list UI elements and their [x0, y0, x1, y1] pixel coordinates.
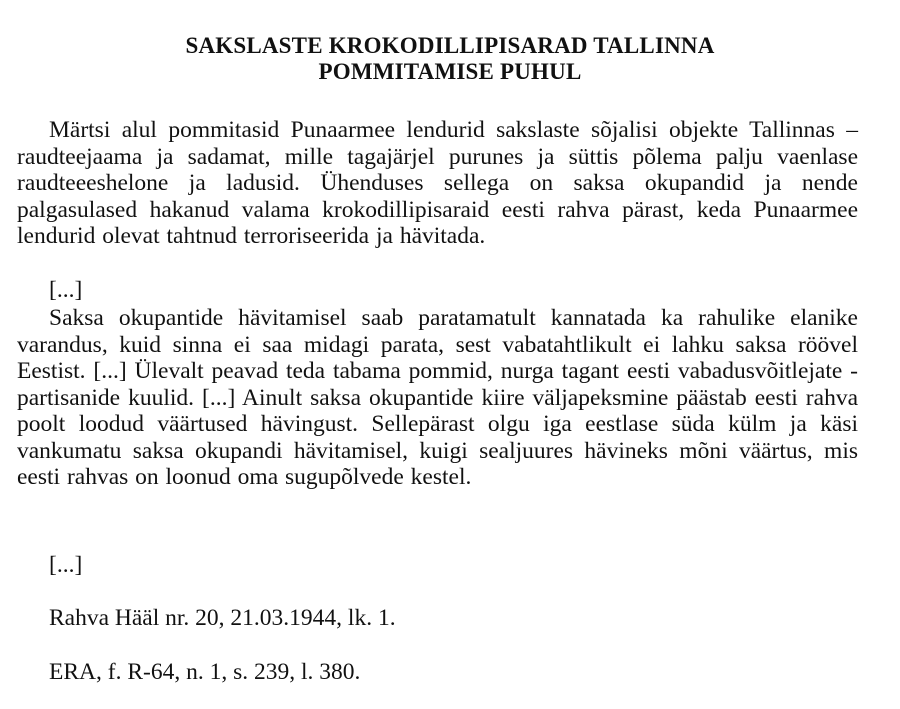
omission-marker-2: [...]	[49, 552, 83, 578]
paragraph-2: Saksa okupantide hävitamisel saab paratamatult kannatada ka rahulike elanike varandus, kuid sinna ei saa midagi parata, sest vabatahtlikult ei lahku saksa röövel Eestist. [...] Ülevalt peavad teda tabama pommid, nurga tagant eesti vabadusvõitlejate - partisanide kuulid. [...] Ainult saksa okupantide kiire väljapeksmine päästab eesti rahva poolt loodud väärtused hävingust. Sellepärast olgu iga eestlase süda külm ja käsi vankumatu saksa okupandi hävitamisel, kuigi sealjuures hävineks mõni väärtus, mis eesti rahvas on loonud oma sugupõlvede kestel.	[17, 305, 858, 490]
document-title-line-1: SAKSLASTE KROKODILLIPISARAD TALLINNA	[185, 33, 715, 58]
source-citation-newspaper: Rahva Hääl nr. 20, 21.03.1944, lk. 1.	[49, 605, 396, 631]
document-title-line-2: POMMITAMISE PUHUL	[318, 59, 582, 84]
omission-marker-1: [...]	[49, 277, 83, 303]
paragraph-1: Märtsi alul pommitasid Punaarmee lendurid sakslaste sõjalisi objekte Tallinnas – raudteejaama ja sadamat, mille tagajärjel purunes ja süttis põlema palju vaenlase raudteeeshelone ja ladusid. Ühenduses sellega on saksa okupandid ja nende palgasulased hakanud valama krokodillipisaraid eesti rahva pärast, keda Punaarmee lendurid olevat tahtnud terroriseerida ja hävitada.	[17, 117, 858, 249]
source-citation-archive: ERA, f. R-64, n. 1, s. 239, l. 380.	[49, 659, 361, 685]
